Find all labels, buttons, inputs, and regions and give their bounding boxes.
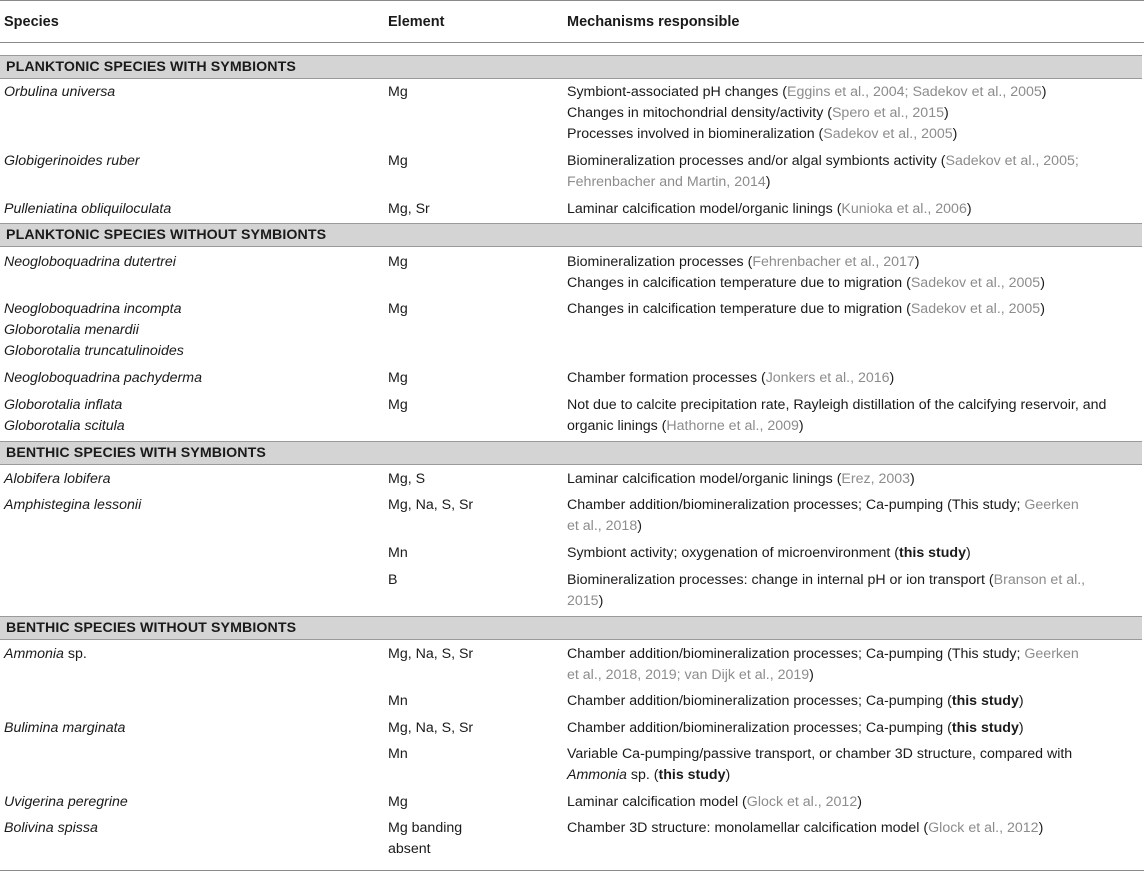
bottom-rule [0,870,1144,871]
element-cell: Mg banding absent [388,820,463,857]
mechanism-cell: Laminar calcification model (Glock et al., 2012) [567,794,862,810]
citation: Sadekov et al., 2005; [945,153,1079,169]
mechanism-cell: Symbiont activity; oxygenation of microenvironment (this study) [567,545,971,561]
citation: Sadekov et al., 2005 [910,275,1041,291]
element-cell: Mg, Na, S, Sr [388,646,474,662]
element-cell: Mn [388,746,408,762]
species-cell: Neogloboquadrina pachyderma [4,370,202,386]
element-cell: Mg [388,301,408,317]
section-title: PLANKTONIC SPECIES WITH SYMBIONTS [6,59,296,75]
species-cell: Alobifera lobifera [4,471,111,487]
mechanism-cell: Laminar calcification model/organic linings (Erez, 2003) [567,471,915,487]
mechanism-cell: Chamber addition/biomineralization processes; Ca-pumping (this study) [567,693,1024,709]
mechanism-cell: Not due to calcite precipitation rate, Rayleigh distillation of the calcifying reservoir, and organic linings (Hathorne et al., 2009) [567,397,1107,434]
species-cell: Uvigerina peregrine [4,794,128,810]
section-benthic-with-symbionts [0,441,1142,465]
species-cell: Globigerinoides ruber [4,153,140,169]
citation: Eggins et al., 2004; Sadekov et al., 2005 [787,84,1042,100]
mechanism-cell: Variable Ca-pumping/passive transport, or chamber 3D structure, compared with Ammonia sp. (this study) [567,746,1073,783]
element-cell: Mg, S [388,471,426,487]
header-rule [0,42,1144,43]
element-cell: Mg [388,84,408,100]
mechanism-cell: Biomineralization processes and/or algal symbionts activity (Sadekov et al., 2005; Fehrenbacher and Martin, 2014) [567,153,1079,190]
mechanism-cell: Chamber addition/biomineralization processes; Ca-pumping (This study; Geerken et al., 2018) [567,497,1079,534]
species-cell: Neogloboquadrina incompta Globorotalia menardii Globorotalia truncatulinoides [4,301,184,359]
header-species: Species [4,14,59,30]
citation: Kunioka et al., 2006 [841,201,967,217]
mechanism-cell: Changes in calcification temperature due to migration (Sadekov et al., 2005) [567,301,1045,317]
element-cell: Mn [388,693,408,709]
section-planktonic-without-symbionts [0,223,1142,247]
citation: Sadekov et al., 2005 [823,126,953,142]
species-cell: Pulleniatina obliquiloculata [4,201,172,217]
species-cell: Orbulina universa [4,84,116,100]
section-planktonic-with-symbionts [0,55,1142,79]
citation: Geerken [1024,646,1079,662]
mechanism-cell: Chamber formation processes (Jonkers et al., 2016) [567,370,895,386]
top-rule [0,0,1144,1]
mechanism-cell: Chamber addition/biomineralization processes; Ca-pumping (this study) [567,720,1024,736]
element-cell: B [388,572,398,588]
citation: Spero et al., 2015 [831,105,944,121]
citation: Fehrenbacher and Martin, 2014 [567,174,766,190]
species-cell: Ammonia sp. [4,646,87,662]
species-cell: Bulimina marginata [4,720,126,736]
section-title: BENTHIC SPECIES WITH SYMBIONTS [6,445,266,461]
element-cell: Mg, Na, S, Sr [388,720,474,736]
citation: Branson et al., [993,572,1086,588]
citation: Jonkers et al., 2016 [765,370,890,386]
mechanism-cell: Laminar calcification model/organic linings (Kunioka et al., 2006) [567,201,972,217]
citation: Fehrenbacher et al., 2017 [752,254,915,270]
citation: Hathorne et al., 2009 [666,418,799,434]
section-title: BENTHIC SPECIES WITHOUT SYMBIONTS [6,620,297,636]
mechanism-cell: Biomineralization processes (Fehrenbacher et al., 2017) Changes in calcification temperature due to migration (Sadekov et al., 2005) [567,254,1045,291]
citation: 2015 [567,593,599,609]
citation: et al., 2018, 2019; van Dijk et al., 2019 [567,667,810,683]
section-benthic-without-symbionts [0,616,1142,640]
element-cell: Mg, Sr [388,201,430,217]
element-cell: Mg [388,153,408,169]
element-cell: Mg, Na, S, Sr [388,497,474,513]
citation: et al., 2018 [567,518,638,534]
citation: Erez, 2003 [841,471,911,487]
citation: Glock et al., 2012 [746,794,858,810]
mechanism-cell: Chamber addition/biomineralization processes; Ca-pumping (This study; Geerken et al., 2018, 2019; van Dijk et al., 2019) [567,646,1079,683]
header-mechanisms: Mechanisms responsible [567,14,740,30]
species-cell: Bolivina spissa [4,820,98,836]
mechanism-cell: Symbiont-associated pH changes (Eggins et al., 2004; Sadekov et al., 2005) Changes in mitochondrial density/activity (Spero et al., 2015) Processes involved in biomineralization (Sadekov et al., 2005) [567,84,1047,142]
species-cell: Globorotalia inflata Globorotalia scitula [4,397,125,434]
citation: Sadekov et al., 2005 [910,301,1041,317]
element-cell: Mg [388,370,408,386]
element-cell: Mg [388,397,408,413]
species-cell: Neogloboquadrina dutertrei [4,254,176,270]
header-element: Element [388,14,445,30]
element-cell: Mn [388,545,408,561]
mechanism-cell: Biomineralization processes: change in internal pH or ion transport (Branson et al., 2015) [567,572,1086,609]
element-cell: Mg [388,794,408,810]
citation: Glock et al., 2012 [928,820,1039,836]
citation: Geerken [1024,497,1079,513]
species-cell: Amphistegina lessonii [4,497,142,513]
mechanism-cell: Chamber 3D structure: monolamellar calcification model (Glock et al., 2012) [567,820,1044,836]
element-cell: Mg [388,254,408,270]
section-title: PLANKTONIC SPECIES WITHOUT SYMBIONTS [6,227,327,243]
